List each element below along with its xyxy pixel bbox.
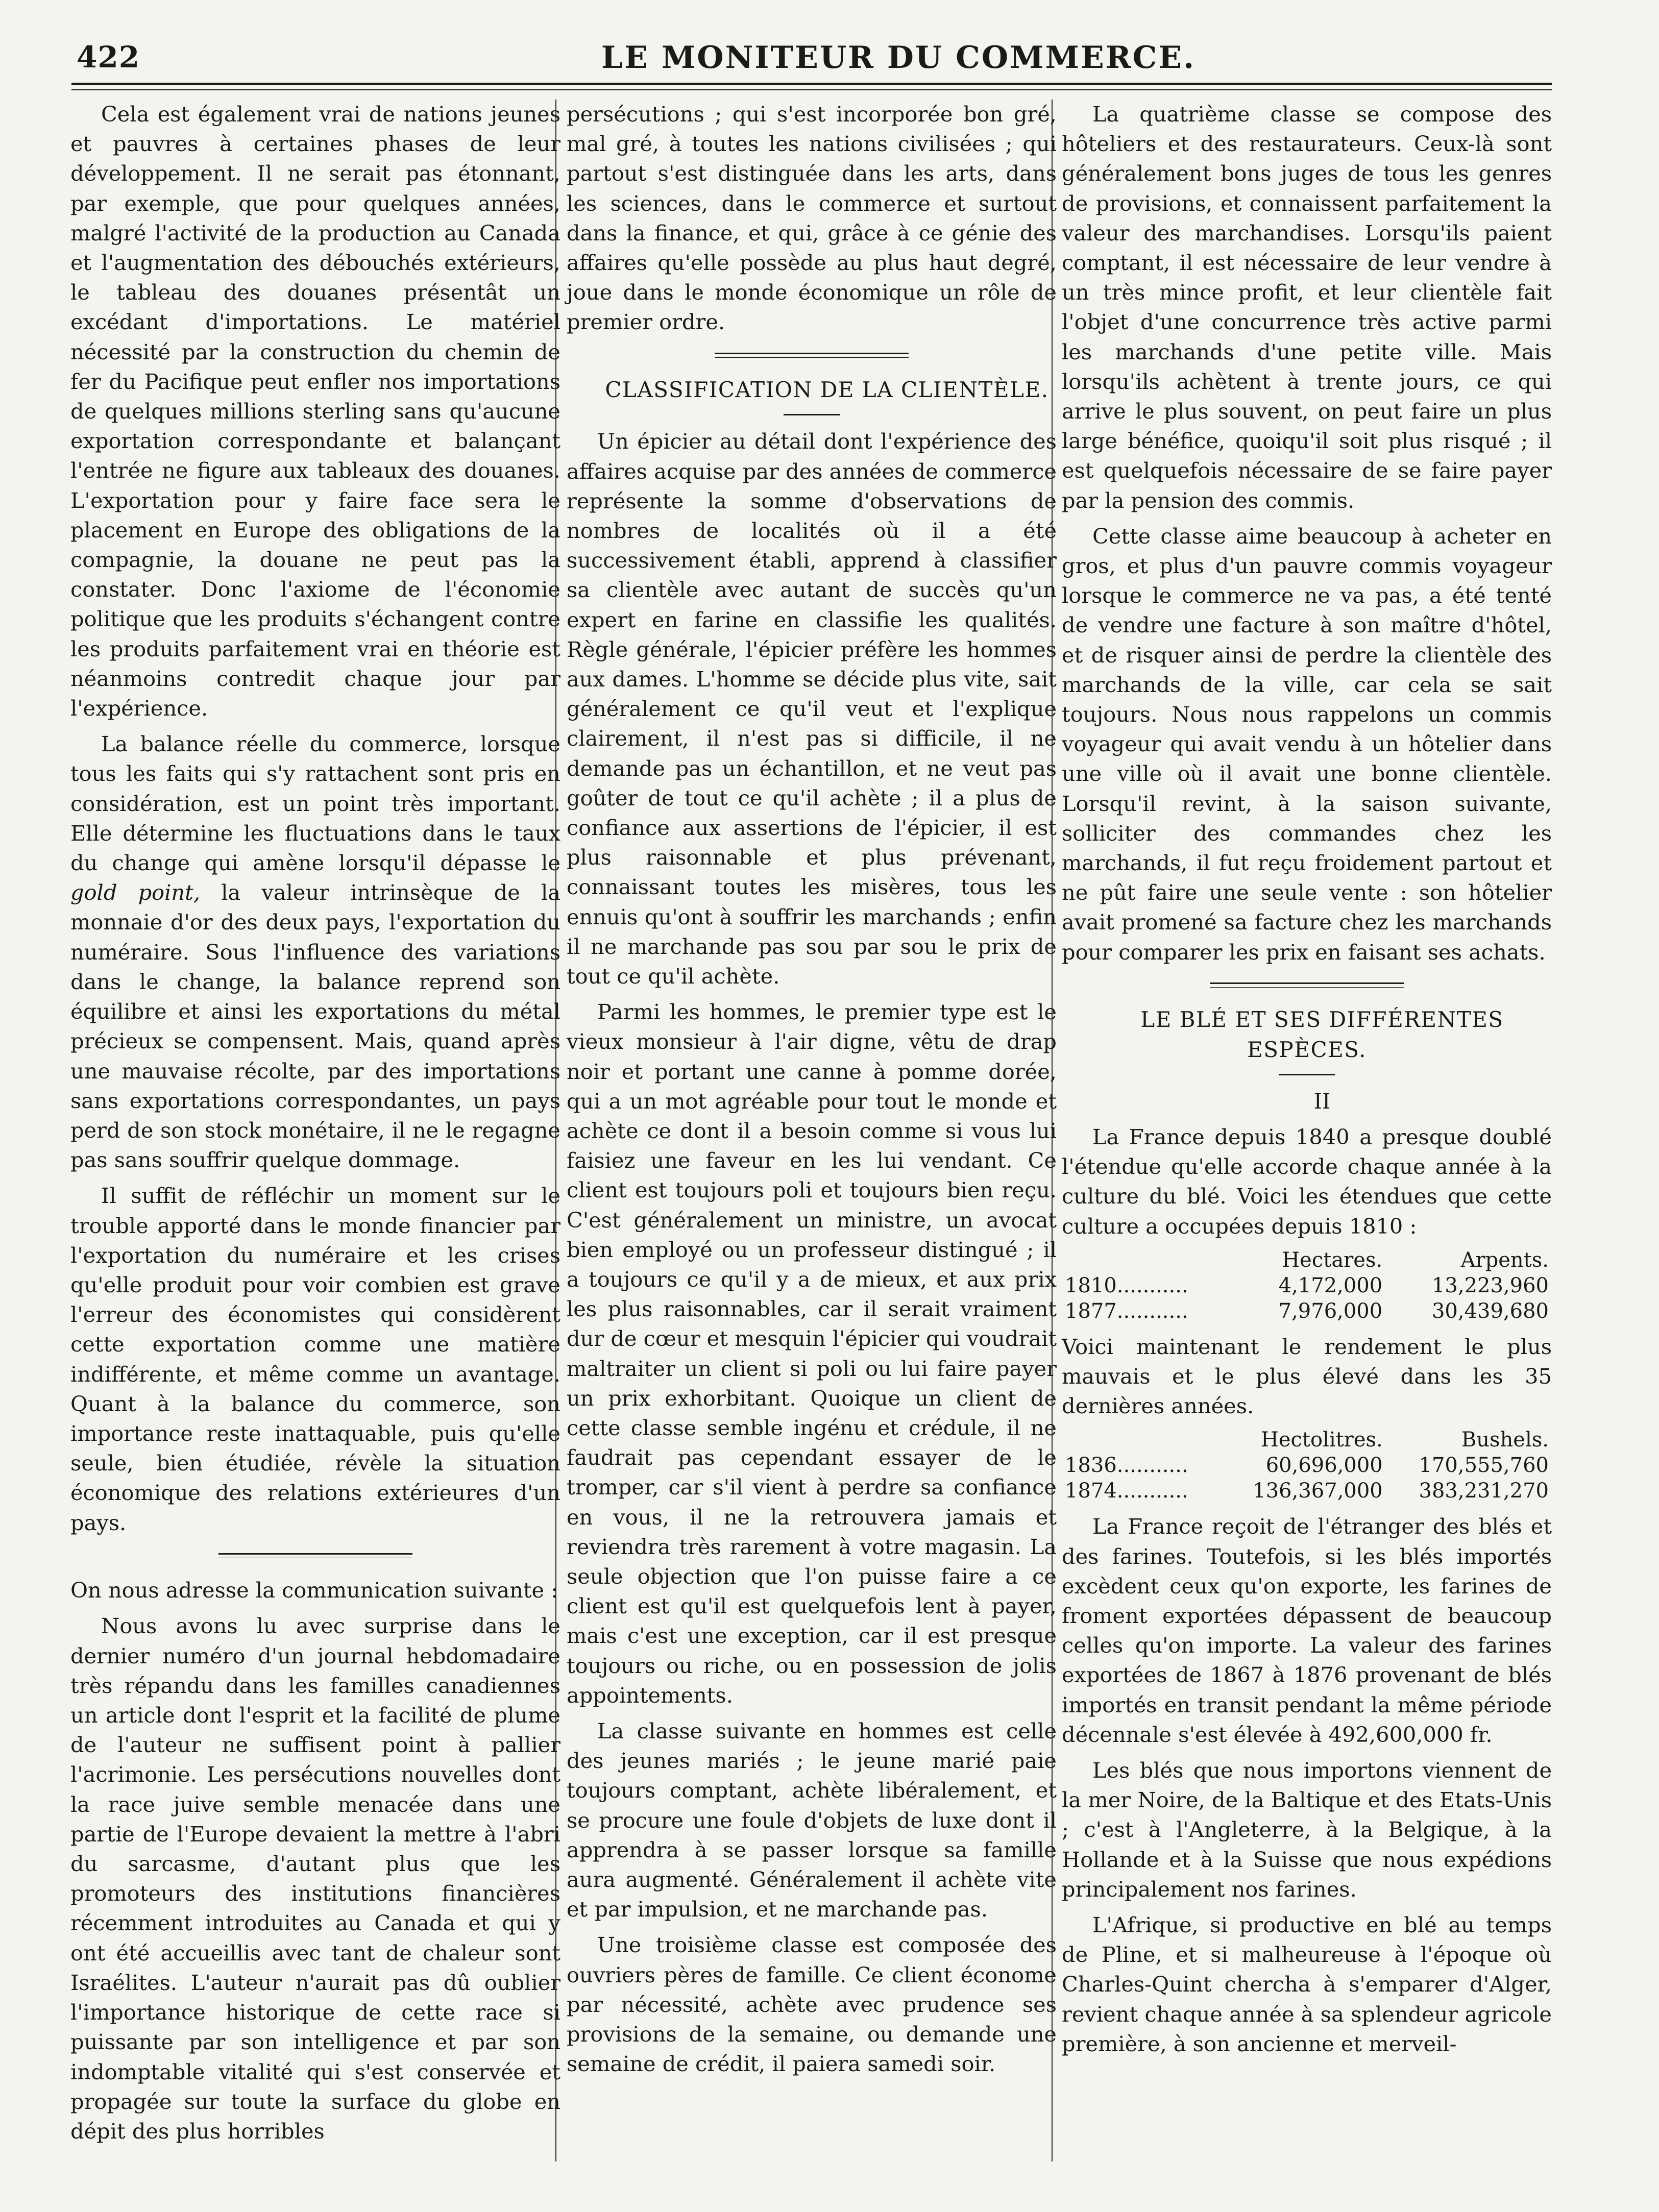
table-header bbox=[1062, 1247, 1237, 1273]
paragraph: La France depuis 1840 a presque doublé l'étendue qu'elle accorde chaque année à la culture du blé. Voici les étendues que cette culture a occupées depuis 1810 : bbox=[1062, 1124, 1552, 1239]
paragraph: La classe suivante en hommes est celle des jeunes mariés ; le jeune marié paie toujours comptant, achète libéralement, et se procure une foule d'objets de luxe dont il apprendra à se passer lorsque sa famille aura augmenté. Généralement il achète vite et par impulsion, et ne marchande pas. bbox=[567, 1718, 1057, 1922]
section-separator bbox=[715, 353, 909, 358]
table-cell: 383,231,270 bbox=[1419, 1479, 1549, 1503]
wheat-area-table bbox=[1062, 1247, 1552, 1324]
table-cell: 1874........... bbox=[1065, 1479, 1188, 1503]
paragraph: Une troisième classe est composée des ouvriers pères de famille. Ce client économe par nécessité, achète avec prudence ses provisions de la semaine, ou demande une semaine de crédit, il paiera samedi soir. bbox=[567, 1932, 1057, 2077]
heading-rule bbox=[1279, 1074, 1335, 1075]
table-cell: 1877........... bbox=[1065, 1299, 1188, 1323]
column-2 bbox=[567, 100, 1057, 2161]
paragraph: Nous avons lu avec surprise dans le dernier numéro d'un journal hebdomadaire très répandu dans les familles canadiennes un article dont l'esprit et la facilité de plume de l'auteur ne suffisent point à pallier l'acrimonie. Les persécutions nouvelles dont la race juive semble menacée dans une partie de l'Europe devaient la mettre à l'abri du sarcasme, d'autant plus que les promoteurs des institutions financières récemment introduites au Canada et qui y ont été accueillis avec tant de chaleur sont Israélites. L'auteur n'aurait pas dû oublier l'importance historique de cette race si puissante par son intelligence et par son indomptable vitalité qui s'est conservée et propagée sur toute la surface du globe en dépit des plus horribles bbox=[70, 1613, 560, 2144]
table-row bbox=[1062, 1478, 1552, 1504]
wheat-yield-table bbox=[1062, 1427, 1552, 1504]
paragraph: Cette classe aime beaucoup à acheter en gros, et plus d'un pauvre commis voyageur lorsque le commerce ne va pas, a été tenté de vendre une facture à son maître d'hôtel, et de risquer ainsi de perdre la clientèle des marchands de la ville, car cela se sait toujours. Nous nous rappelons un commis voyageur qui avait vendu à un hôtelier dans une ville où il avait une bonne clientèle. Lorsqu'il revint, à la saison suivante, solliciter des commandes chez les marchands, il fut reçu froidement partout et ne pût faire une seule vente : son hôtelier avait promené sa facture chez les marchands pour comparer les prix en faisant ses achats. bbox=[1062, 523, 1552, 965]
table-cell: 136,367,000 bbox=[1253, 1479, 1383, 1503]
table-cell: 170,555,760 bbox=[1419, 1454, 1549, 1478]
paragraph: Cela est également vrai de nations jeunes et pauvres à certaines phases de leur développement. Il ne serait pas étonnant, par exemple, que pour quelques années, malgré l'activité de la production au Canada et l'augmentation des débouchés extérieurs, le tableau des douanes présentât un excédant d'importations. Le matériel nécessité par la construction du chemin de fer du Pacifique peut enfler nos importations de quelques millions sterling sans qu'aucune exportation correspondante et balançant l'entrée ne figure aux tableaux des douanes. L'exportation pour y faire face sera le placement en Europe des obligations de la compagnie, la douane ne peut pas la constater. Donc l'axiome de l'économie politique que les produits s'échangent contre les produits parfaitement vrai en théorie est néanmoins contredit chaque jour par l'expérience. bbox=[70, 102, 560, 721]
paragraph: Les blés que nous importons viennent de la mer Noire, de la Baltique et des Etats-Unis ; c'est à l'Angleterre, à la Belgique, à la Hollande et à la Suisse que nous expédions principalement nos farines. bbox=[1062, 1758, 1552, 1902]
paragraph: La quatrième classe se compose des hôteliers et des restaurateurs. Ceux-là sont généralement bons juges de tous les genres de provisions, et connaissent parfaitement la valeur des marchandises. Lorsqu'ils paient comptant, il est nécessaire de leur vendre à un très mince profit, et leur clientèle fait l'objet d'une concurrence très active parmi les marchands d'une petite ville. Mais lorsqu'ils achètent à trente jours, ce qui arrive le plus souvent, on peut faire un plus large bénéfice, quoiqu'il soit plus risqué ; il est quelquefois nécessaire de se faire payer par la pension des commis. bbox=[1062, 102, 1552, 513]
table-row bbox=[1062, 1273, 1552, 1298]
table-header: Hectares. bbox=[1282, 1248, 1383, 1272]
heading-rule bbox=[784, 414, 840, 415]
section-number: II bbox=[1313, 1088, 1331, 1114]
page-number: 422 bbox=[77, 40, 140, 75]
table-row bbox=[1062, 1453, 1552, 1478]
header-rule bbox=[71, 83, 1552, 85]
table-header-row bbox=[1062, 1427, 1552, 1453]
table-row bbox=[1062, 1298, 1552, 1324]
paragraph: Il suffit de réfléchir un moment sur le trouble apporté dans le monde financier par l'exportation du numéraire et les crises qu'elle produit pour voir combien est grave l'erreur des économistes qui considèrent cette exportation comme une matière indifférente, et même comme un avantage. Quant à la balance du commerce, son importance reste inattaquable, puis qu'elle seule, bien étudiée, révèle la situation économique des relations extérieures d'un pays. bbox=[70, 1183, 560, 1535]
paragraph: La balance réelle du commerce, lorsque tous les faits qui s'y rattachent sont pris en considération, est un point très important. Elle détermine les fluctuations dans le taux du change qui amène lorsqu'il dépasse le gold point, la valeur intrinsèque de la monnaie d'or des deux pays, l'exportation du numéraire. Sous l'influence des variations dans le change, la balance reprend son équilibre et ainsi les exportations du métal précieux se compensent. Mais, quand après une mauvaise récolte, par des importations sans exportations correspondantes, un pays perd de son stock monétaire, il ne le regagne pas sans souffrir quelque dommage. bbox=[70, 731, 560, 1173]
header-rule-thin bbox=[71, 89, 1552, 90]
table-header bbox=[1062, 1427, 1220, 1453]
paragraph: Voici maintenant le rendement le plus mauvais et le plus élevé dans les 35 dernières années. bbox=[1062, 1334, 1552, 1419]
paragraph: persécutions ; qui s'est incorporée bon gré, mal gré, à toutes les nations civilisées ; qui partout s'est distinguée dans les arts, dans les sciences, dans le commerce et surtout dans la finance, et qui, grâce à ce génie des affaires qu'elle possède au plus haut degré, joue dans le monde économique un rôle de premier ordre. bbox=[567, 102, 1057, 335]
paragraph: Un épicier au détail dont l'expérience des affaires acquise par des années de commerce représente la somme d'observations de nombres de localités où il a été successivement établi, apprend à classifier sa clientèle avec autant de succès qu'un expert en farine en classifie les qualités. Règle générale, l'épicier préfère les hommes aux dames. L'homme se décide plus vite, sait généralement ce qu'il veut et l'explique clairement, il n'est pas si difficile, il ne demande pas un échantillon, et ne veut pas goûter de tout ce qu'il achète ; il a plus de confiance aux assertions de l'épicier, il est plus raisonnable et plus prévenant, connaissant toutes les misères, tous les ennuis qu'ont à souffrir les marchands ; enfin il ne marchande pas sou par sou le prix de tout ce qu'il achète. bbox=[567, 429, 1057, 989]
table-cell: 7,976,000 bbox=[1278, 1299, 1383, 1323]
table-header: Arpents. bbox=[1460, 1248, 1549, 1272]
table-header: Hectolitres. bbox=[1260, 1428, 1383, 1452]
paragraph: Parmi les hommes, le premier type est le vieux monsieur à l'air digne, vêtu de drap noir et portant une canne à pomme dorée, qui a un mot agréable pour tout le monde et achète ce dont il a besoin comme si vous lui faisiez une faveur en les lui vendant. Ce client est toujours poli et toujours bien reçu. C'est généralement un ministre, un avocat bien employé ou un professeur distingué ; il a toujours ce qu'il y a de mieux, et aux prix les plus raisonnables, car il serait vraiment dur de cœur et mesquin l'épicier qui voudrait maltraiter un client si poli ou lui faire payer un prix exhorbitant. Quoique un client de cette classe semble ingénu et crédule, il ne faudrait pas cependant essayer de le tromper, car s'il vient à perdre sa confiance en vous, il ne la retrouvera jamais et reviendra très rarement à votre magasin. La seule objection que l'on puisse faire a ce client est qu'il est quelquefois lent à payer, mais c'est une exception, car il est presque toujours ou riche, ou en possession de jolis appointements. bbox=[567, 999, 1057, 1708]
section-separator bbox=[1210, 982, 1404, 988]
paragraph: La France reçoit de l'étranger des blés et des farines. Toutefois, si les blés importés excèdent ceux qu'on exporte, les farines de froment exportées dépassent de beaucoup celles qu'on importe. La valeur des farines exportées de 1867 à 1876 provenant de blés importés en transit pendant la même période décennale s'est élevée à 492,600,000 fr. bbox=[1062, 1514, 1552, 1747]
table-cell: 13,223,960 bbox=[1431, 1273, 1549, 1297]
table-header: Bushels. bbox=[1461, 1428, 1549, 1452]
table-cell: 1836........... bbox=[1065, 1454, 1188, 1478]
section-separator bbox=[218, 1553, 412, 1559]
table-cell: 60,696,000 bbox=[1265, 1454, 1383, 1478]
italic-term: gold point, bbox=[70, 880, 201, 905]
communication-intro: On nous adresse la communication suivante : bbox=[70, 1578, 558, 1603]
table-cell: 30,439,680 bbox=[1431, 1299, 1549, 1323]
table-header-row bbox=[1062, 1247, 1552, 1273]
masthead-title: LE MONITEUR DU COMMERCE. bbox=[601, 40, 1196, 76]
table-cell: 4,172,000 bbox=[1278, 1273, 1383, 1297]
section-heading: LE BLÉ ET SES DIFFÉRENTES ESPÈCES. bbox=[1140, 1007, 1504, 1062]
section-heading: CLASSIFICATION DE LA CLIENTÈLE. bbox=[605, 377, 1049, 403]
paragraph: L'Afrique, si productive en blé au temps de Pline, et si malheureuse à l'époque où Charles-Quint chercha à s'emparer d'Alger, revient chaque année à sa splendeur agricole première, à son ancienne et merveil- bbox=[1062, 1912, 1552, 2056]
column-1 bbox=[70, 100, 560, 2161]
column-3 bbox=[1062, 100, 1552, 2161]
table-cell: 1810........... bbox=[1065, 1273, 1188, 1297]
